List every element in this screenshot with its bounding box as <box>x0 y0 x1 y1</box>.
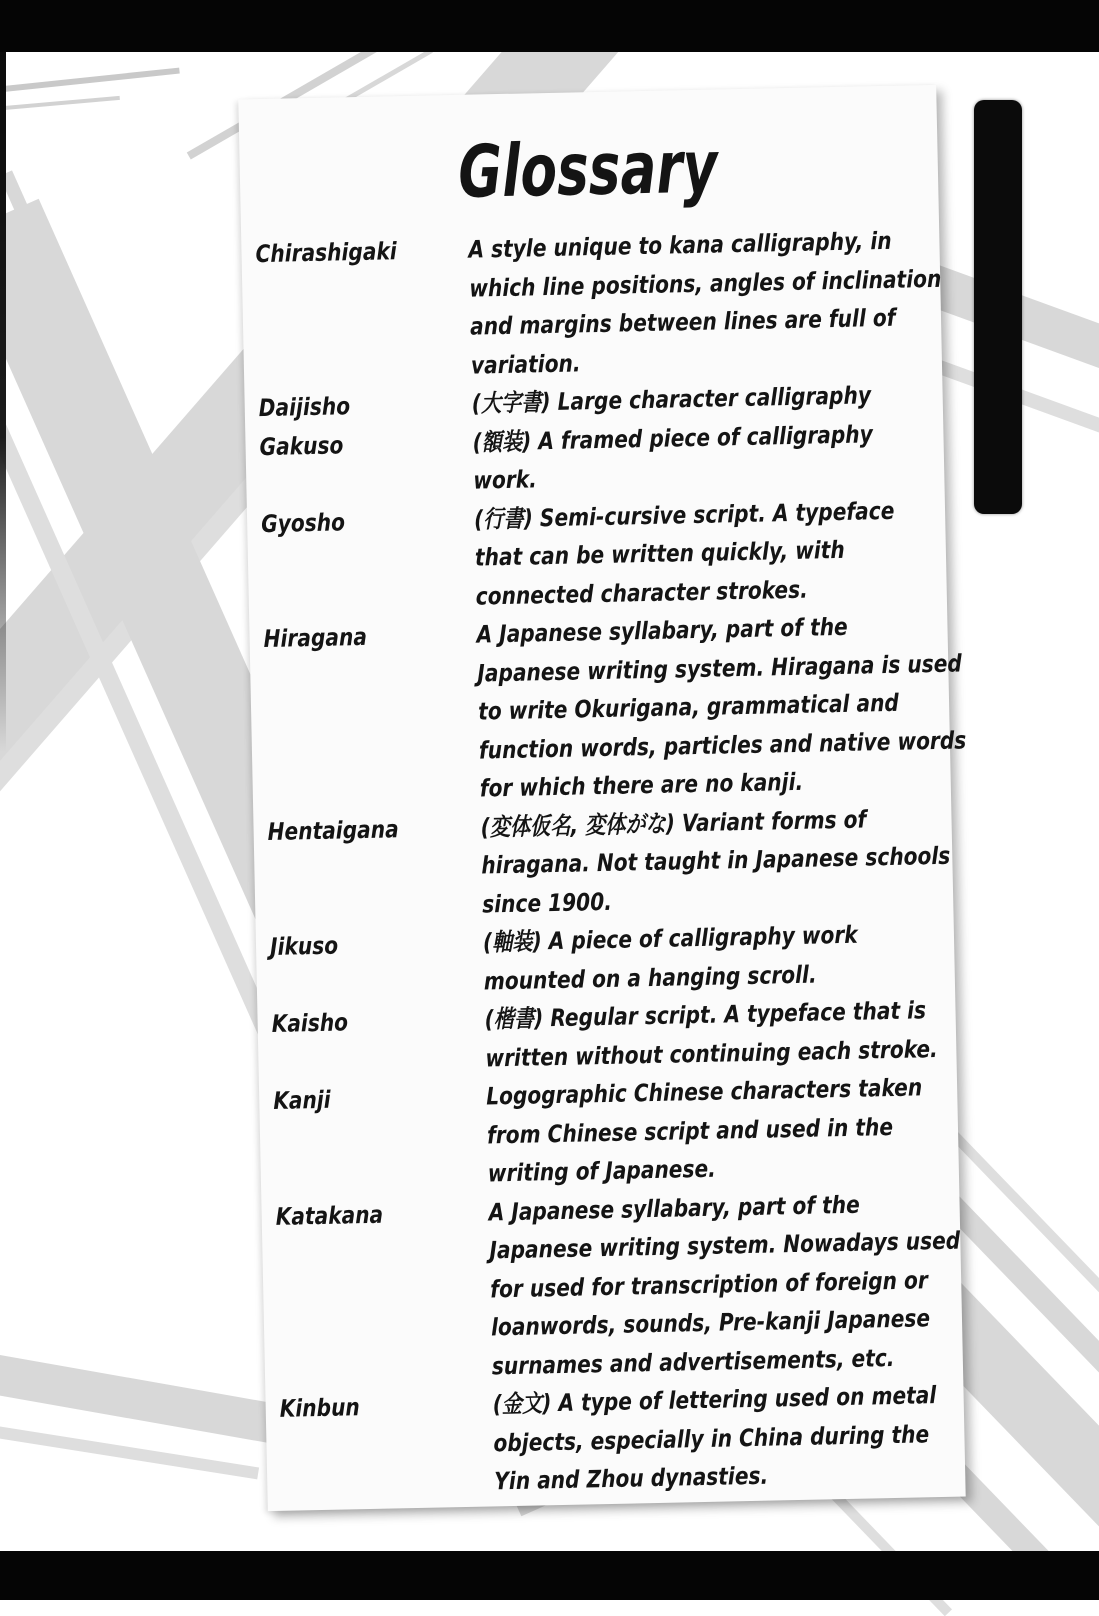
glossary-term: Gyosho <box>260 507 346 538</box>
bottom-border-band <box>0 1551 1099 1600</box>
glossary-term: Gakuso <box>259 430 344 461</box>
glossary-definition: (行書) Semi-cursive script. A typeface that can be written quickly, with connected character strokes. <box>473 496 895 611</box>
glossary-term: Kaisho <box>271 1008 349 1038</box>
glossary-row <box>270 914 939 1005</box>
glossary-page <box>238 85 965 1511</box>
glossary-definition: Logographic Chinese characters taken from Chinese script and used in the writing of Japanese. <box>485 1073 923 1188</box>
glossary-term: Hiragana <box>263 622 368 654</box>
glossary-term: Kinbun <box>279 1393 361 1423</box>
glossary-row <box>271 991 940 1082</box>
glossary-definition: (変体仮名, 変体がな) Variant forms of hiragana. Not taught in Japanese schools since 1900. <box>480 804 951 919</box>
glossary-definition: (金文) A type of lettering used on metal objects, especially in China during the Yin and Zhou dynasties. <box>492 1381 937 1496</box>
glossary-term: Katakana <box>275 1200 384 1231</box>
glossary-term: Jikuso <box>269 931 339 961</box>
glossary-row <box>259 414 928 505</box>
glossary-row <box>261 491 931 620</box>
glossary-term: Hentaigana <box>267 814 399 846</box>
glossary-definition: (楷書) Regular script. A typeface that is written without continuing each stroke. <box>484 996 938 1072</box>
glossary-row <box>273 1068 943 1197</box>
glossary-row <box>255 221 942 389</box>
glossary-definition: A Japanese syllabary, part of the Japanese writing system. Nowadays used for used for transcription of foreign or loanwords, sounds, Pre-kanji Japanese surnames and advertisements, etc. <box>488 1190 961 1380</box>
glossary-term: Kanji <box>272 1085 331 1115</box>
glossary-definition: A style unique to kana calligraphy, in which line positions, angles of inclination and margins between lines are full of variation. <box>468 226 942 380</box>
glossary-row <box>275 1183 961 1389</box>
glossary-definition: A Japanese syllabary, part of the Japanese writing system. Hiragana is used to write Okurigana, grammatical and function words, particles and native words for which there are no kanji. <box>476 612 967 803</box>
glossary-row <box>279 1376 949 1505</box>
page-marker-bar <box>974 100 1022 514</box>
page-title: Glossary <box>457 124 719 214</box>
top-border-band <box>0 0 1099 52</box>
left-page-edge <box>0 52 6 752</box>
glossary-definition: (軸装) A piece of calligraphy work mounted on a hanging scroll. <box>482 920 858 996</box>
glossary-row <box>263 606 967 812</box>
glossary-definition: (額装) A framed piece of calligraphy work. <box>472 419 874 495</box>
glossary-row <box>267 799 951 928</box>
glossary-definition: (大字書) Large character calligraphy <box>471 381 872 418</box>
glossary-term: Daijisho <box>258 392 351 423</box>
glossary-list <box>255 221 967 1505</box>
brush-stroke <box>0 96 120 112</box>
glossary-term: Chirashigaki <box>255 237 398 269</box>
brush-stroke <box>0 68 180 95</box>
